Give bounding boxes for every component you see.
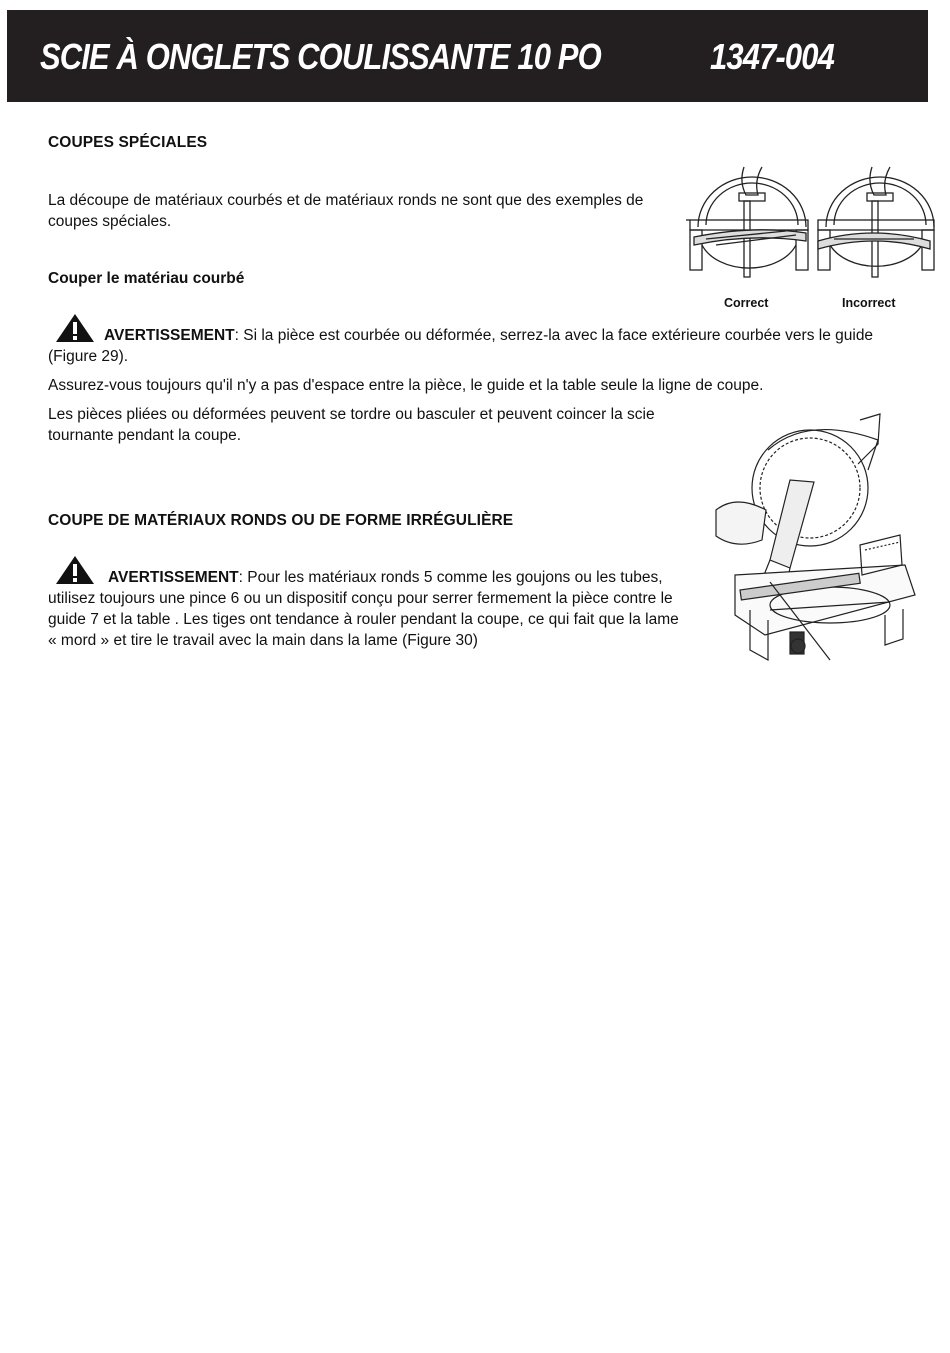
saw-incorrect-drawing [818,167,934,277]
page-header [7,10,928,102]
intro-line-1: La découpe de matériaux courbés et de matériaux ronds ne sont que des exemples de [48,192,644,209]
paragraph-bent-line-2: tournante pendant la coupe. [48,427,242,444]
figure-29-illustration [686,165,936,283]
warning-text-2 [108,567,663,588]
round-materials-line-3: guide 7 et la table . Les tiges ont tendance à rouler pendant la coupe, ce qui fait que la lame [48,611,679,628]
figure-29-caption-incorrect: Incorrect [842,296,896,310]
warning-body-2: : Pour les matériaux ronds 5 comme les goujons ou les tubes, [238,569,663,586]
paragraph-no-gap: Assurez-vous toujours qu'il n'y a pas d'espace entre la pièce, le guide et la table seule la ligne de coupe. [48,377,764,394]
section-heading-special-cuts: COUPES SPÉCIALES [48,134,208,151]
warning-label-2: AVERTISSEMENT [108,569,239,586]
warning-label-1: AVERTISSEMENT [104,327,235,344]
paragraph-bent-line-1: Les pièces pliées ou déformées peuvent se tordre ou basculer et peuvent coincer la scie [48,406,655,423]
warning-triangle-icon [55,555,95,585]
figure-30-miter-saw-illustration [710,410,920,672]
warning-text-1 [104,325,873,346]
round-materials-line-2: utilisez toujours une pince 6 ou un dispositif conçu pour serrer fermement la pièce contre le [48,590,673,607]
section-heading-round-materials: COUPE DE MATÉRIAUX RONDS OU DE FORME IRRÉGULIÈRE [48,512,514,529]
intro-line-2: coupes spéciales. [48,213,172,230]
warning-body-1: : Si la pièce est courbée ou déformée, serrez-la avec la face extérieure courbée vers le guide [234,327,874,344]
model-number: 1347-004 [710,36,834,77]
figure-29-caption-correct: Correct [724,296,769,310]
subheading-bent-material: Couper le matériau courbé [48,270,245,287]
saw-correct-drawing [686,167,808,277]
document-title: SCIE À ONGLETS COULISSANTE 10 PO [40,36,601,77]
warning-triangle-icon [55,313,95,343]
warning-text-1-line-2: (Figure 29). [48,348,129,365]
round-materials-line-4: « mord » et tire le travail avec la main dans la lame (Figure 30) [48,632,478,649]
